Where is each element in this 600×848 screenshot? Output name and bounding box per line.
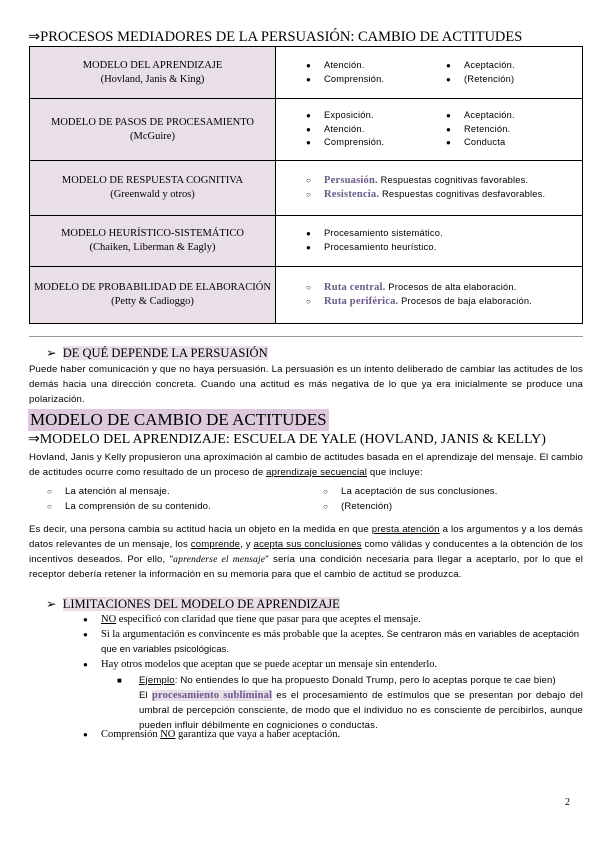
model-steps [276, 161, 583, 216]
bullet-icon: ● [306, 111, 312, 121]
list-item: ○ Resistencia. Respuestas cognitivas desfavorables. [306, 189, 546, 200]
circle-bullet-icon: ○ [306, 297, 312, 306]
bullet-icon: ● [306, 74, 312, 84]
model-name: MODELO DEL APRENDIZAJE [82, 59, 223, 71]
yale-heading: ⇒MODELO DEL APRENDIZAJE: ESCUELA DE YALE (HOVLAND, JANIS & KELLY) [28, 432, 546, 447]
model-authors: (McGuire) [130, 130, 175, 142]
list-item: ○ (Retención) [323, 501, 393, 512]
bullet-icon: ● [306, 138, 312, 148]
model-steps [276, 216, 583, 267]
model-cell [30, 47, 276, 99]
list-item: ○ La comprensión de su contenido. [47, 501, 211, 512]
circle-bullet-icon: ○ [323, 487, 328, 496]
list-item: ● Comprensión NO garantiza que vaya a haber aceptación. [83, 729, 341, 740]
model-steps [276, 47, 583, 99]
list-item: ○ La aceptación de sus conclusiones. [323, 486, 498, 497]
table-row [30, 99, 583, 161]
list-item: ○ La atención al mensaje. [47, 486, 170, 497]
arrow-bullet-icon: ➢ [46, 597, 57, 611]
yale-paragraph: Es decir, una persona cambia su actitud hacia un objeto en la medida en que presta atención a los argumentos y a los demás datos relevantes de un mensaje, los comprende, y acepta sus conclusiones como válidas y conducentes a la obtención de los incentivos deseados. Por ello, "aprenderse el mensaje" sería una condición necesaria para llegar a aceptarlo, por lo que el receptor debería retener la información en su memoria para que el cambio de actitud se produzca. [29, 524, 583, 580]
yale-list-right [323, 484, 583, 514]
page-number: 2 [565, 797, 570, 808]
bullet-icon: ● [83, 615, 88, 624]
list-item: ● Hay otros modelos que aceptan que se puede aceptar un mensaje sin entenderlo. [83, 659, 438, 670]
list-item: ○ Persuasión. Respuestas cognitivas favorables. [306, 175, 529, 187]
list-item: ● Retención. [446, 123, 582, 137]
bullet-icon: ● [306, 229, 312, 239]
table-row [30, 216, 583, 267]
depende-paragraph: Puede haber comunicación y que no haya persuasión. La persuasión es un intento deliberado de cambiar las actitudes de los demás hacia una dirección concreta. Cuando una actitud es más negativa de lo que ya era inicialmente se produce una polarización. [29, 364, 583, 405]
list-item: ● Aceptación. [446, 59, 582, 73]
circle-bullet-icon: ○ [47, 487, 52, 496]
list-item: ● Conducta [446, 136, 582, 150]
model-authors: (Greenwald y otros) [110, 189, 195, 200]
model-authors: (Chaiken, Liberman & Eagly) [89, 242, 216, 253]
list-item: ● NO especificó con claridad que tiene que pasar para que aceptes el mensaje. [83, 614, 421, 625]
limitaciones-list [83, 612, 583, 672]
bullet-icon: ● [306, 124, 312, 134]
model-name: MODELO DE RESPUESTA COGNITIVA [61, 175, 244, 186]
list-item: ● Si la argumentación es convincente es más probable que la aceptes. Se centraron más en variables de aceptación que en variables psicológicas. [83, 629, 580, 655]
list-item: ● Aceptación. [446, 109, 582, 123]
models-table [29, 46, 583, 324]
model-name: MODELO DE PASOS DE PROCESAMIENTO [50, 116, 255, 128]
arrow-bullet-icon: ➢ [46, 346, 57, 360]
bullet-icon: ● [446, 60, 452, 70]
circle-bullet-icon: ○ [306, 283, 312, 293]
bullet-icon: ● [446, 138, 452, 148]
list-item: ○ Ruta central. Procesos de alta elaboración. [306, 282, 517, 294]
model-authors: (Petty & Cadioggo) [111, 296, 194, 307]
bullet-icon: ● [446, 124, 452, 134]
model-cell [30, 267, 276, 324]
model-cell [30, 216, 276, 267]
limitaciones-list-last [83, 727, 583, 742]
list-item: ● (Retención) [446, 73, 582, 87]
bullet-icon: ● [306, 60, 312, 70]
circle-bullet-icon: ○ [47, 502, 52, 511]
bullet-icon: ● [83, 730, 88, 739]
model-name: MODELO HEURÍSTICO-SISTEMÁTICO [61, 228, 244, 239]
model-steps [276, 267, 583, 324]
table-row [30, 161, 583, 216]
yale-intro: Hovland, Janis y Kelly propusieron una aproximación al cambio de actitudes basada en el aprendizaje del mensaje. El cambio de actitudes ocurre como resultado de un proceso de aprendizaje secuencial que incluye: [29, 452, 583, 478]
limitaciones-sublist [117, 673, 583, 733]
list-item: ● Comprensión. [306, 136, 446, 150]
bullet-icon: ● [446, 111, 452, 121]
list-item: ● Procesamiento sistemático. [306, 227, 582, 241]
horizontal-divider [29, 336, 583, 337]
list-item: ● Procesamiento heurístico. [306, 241, 582, 255]
list-item: ● Exposición. [306, 109, 446, 123]
table-row [30, 47, 583, 99]
bullet-icon: ● [83, 660, 88, 669]
bullet-icon: ● [306, 243, 312, 252]
circle-bullet-icon: ○ [306, 190, 312, 199]
circle-bullet-icon: ○ [323, 502, 328, 511]
list-item: ○ Ruta periférica. Procesos de baja elaboración. [306, 296, 532, 307]
list-item: ● Atención. [306, 59, 446, 73]
subheading-depende: ➢ DE QUÉ DEPENDE LA PERSUASIÓN [46, 346, 268, 360]
model-cell [30, 99, 276, 161]
bullet-icon: ● [83, 630, 88, 639]
section-heading: ⇒PROCESOS MEDIADORES DE LA PERSUASIÓN: CAMBIO DE ACTITUDES [28, 29, 523, 45]
model-authors: (Hovland, Janis & King) [100, 73, 205, 85]
yale-list-left [47, 484, 327, 514]
table-row [30, 267, 583, 324]
square-bullet-icon: ■ [117, 676, 122, 685]
model-steps [276, 99, 583, 161]
page-section-title: MODELO DE CAMBIO DE ACTITUDES [30, 410, 327, 429]
circle-bullet-icon: ○ [306, 176, 312, 186]
list-item: ■ Ejemplo: No entiendes lo que ha propuesto Donald Trump, pero lo aceptas porque te cae bien) El procesamiento subliminal es el procesamiento de estímulos que se presentan por debajo del umbral de percepción consciente, de modo que el individuo no es consciente de percibirlos, aunque pueden influir débilmente en cogniciones o conductas. [117, 675, 584, 731]
subheading-limitaciones: ➢ LIMITACIONES DEL MODELO DE APRENDIZAJE [46, 597, 340, 611]
list-item: ● Atención. [306, 123, 446, 137]
list-item: ● Comprensión. [306, 73, 446, 87]
bullet-icon: ● [446, 74, 452, 84]
model-cell [30, 161, 276, 216]
model-name: MODELO DE PROBABILIDAD DE ELABORACIÓN [34, 282, 271, 293]
